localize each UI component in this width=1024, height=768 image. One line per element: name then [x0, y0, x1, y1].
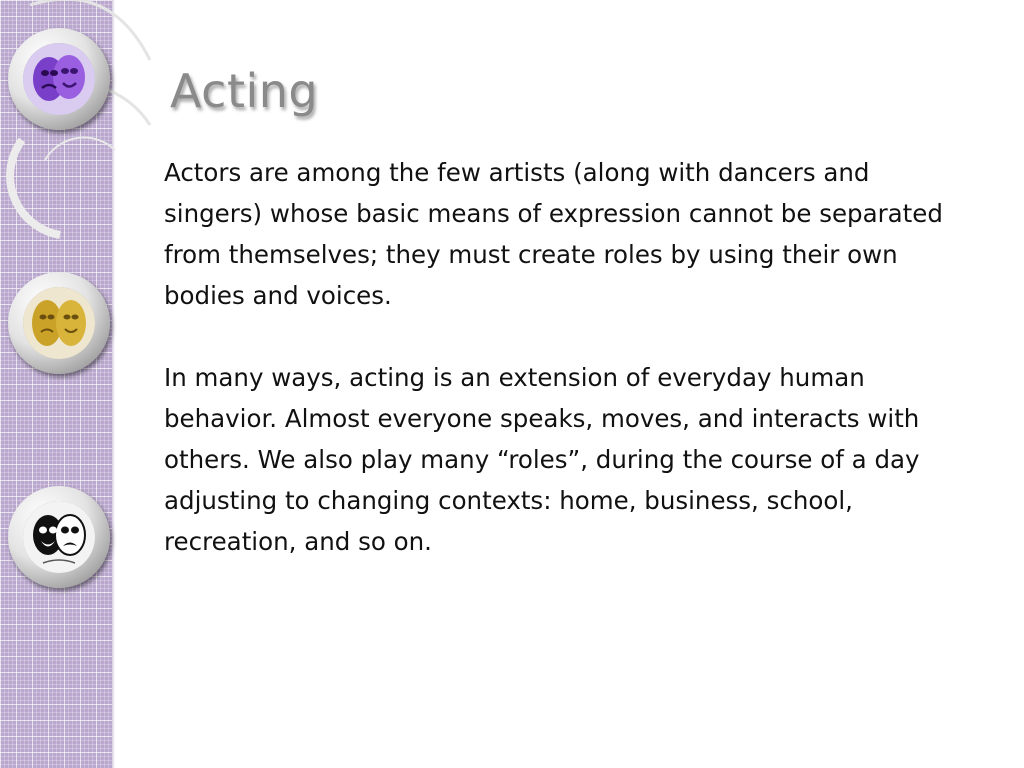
medallion-bw-masks [8, 486, 110, 588]
medallion-purple-masks [8, 28, 110, 130]
slide-body [164, 152, 964, 603]
paragraph-2: In many ways, acting is an extension of everyday human behavior. Almost everyone speaks, moves, and interacts with others. We also play many “roles”, during the course of a day adjusting to changing contexts: home, business, school, recreation, and so on. [164, 363, 920, 556]
purple-theater-masks-icon [23, 43, 95, 115]
black-white-theater-masks-icon [23, 501, 95, 573]
paragraph-1: Actors are among the few artists (along with dancers and singers) whose basic means of expression cannot be separated from themselves; they must create roles by using their own bodies and voices. [164, 158, 943, 310]
slide-title: Acting [170, 64, 319, 118]
medallion-gold-masks [8, 272, 110, 374]
gold-theater-masks-icon [23, 287, 95, 359]
